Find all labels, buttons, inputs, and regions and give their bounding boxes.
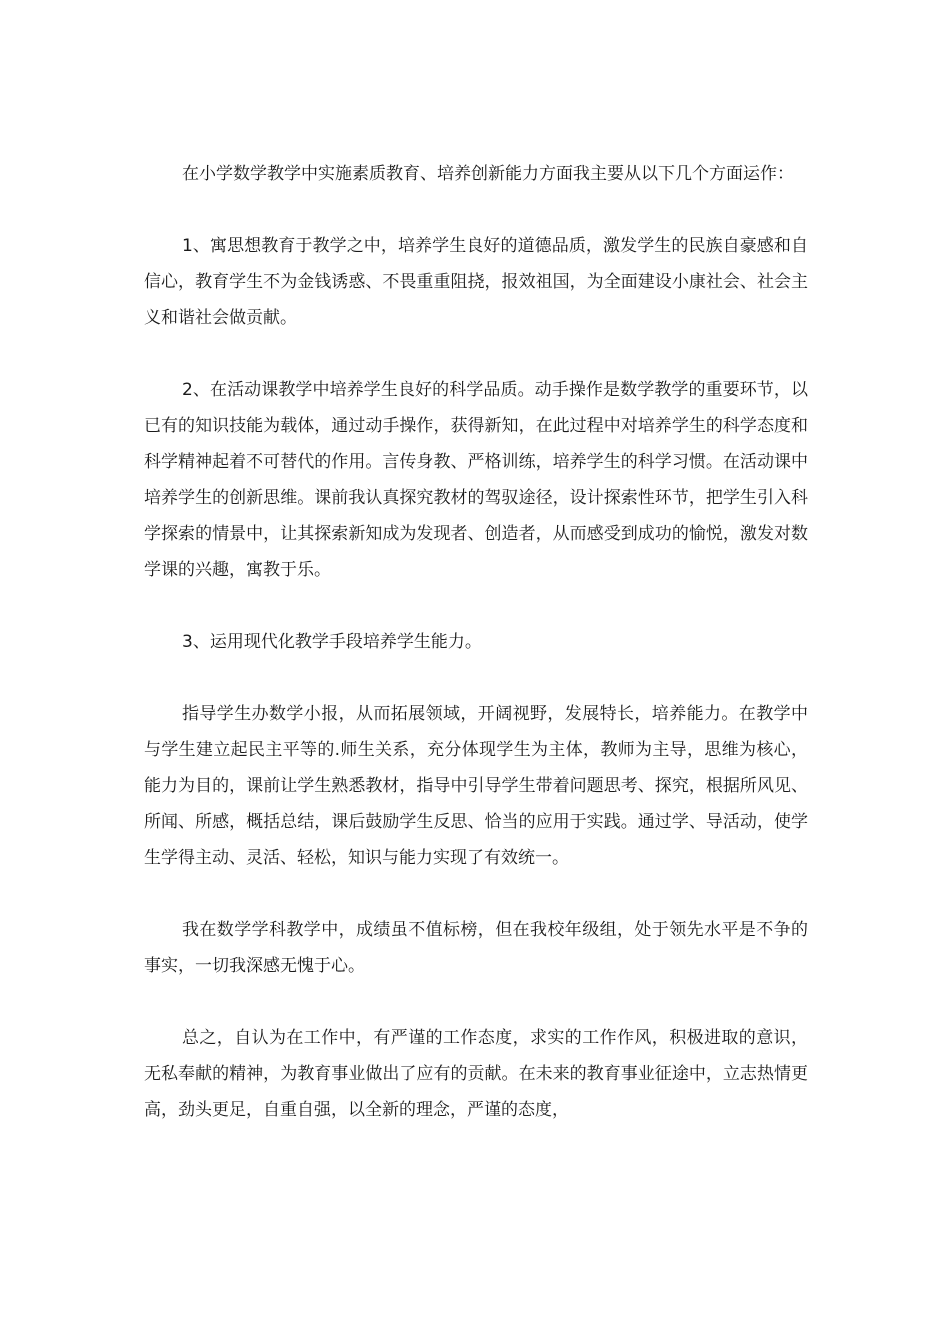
paragraph-point-3: 3、运用现代化教学手段培养学生能力。 [182,632,482,652]
paragraph-point-1: 1、寓思想教育于教学之中，培养学生良好的道德品质，激发学生的民族自豪感和自信心，教育学生不为金钱诱惑、不畏重重阻挠，报效祖国，为全面建设小康社会、社会主义和谐社会做贡献。 [144,236,808,328]
paragraph-point-2: 2、在活动课教学中培养学生良好的科学品质。动手操作是数学教学的重要环节，以已有的知识技能为载体，通过动手操作，获得新知，在此过程中对培养学生的科学态度和科学精神起着不可替代的作用。言传身教、严格训练，培养学生的科学习惯。在活动课中培养学生的创新思维。课前我认真探究教材的驾驭途径，设计探索性环节，把学生引入科学探索的情景中，让其探索新知成为发现者、创造者，从而感受到成功的愉悦，激发对数学课的兴趣，寓教于乐。 [144,380,808,580]
paragraph-summary: 总之，自认为在工作中，有严谨的工作态度，求实的工作作风，积极进取的意识，无私奉献的精神，为教育事业做出了应有的贡献。在未来的教育事业征途中，立志热情更高，劲头更足，自重自强，以全新的理念，严谨的态度， [144,1028,808,1120]
paragraph-intro: 在小学数学教学中实施素质教育、培养创新能力方面我主要从以下几个方面运作： [182,164,794,184]
document-body [144,156,808,1164]
paragraph-achievement: 我在数学学科教学中，成绩虽不值标榜，但在我校年级组，处于领先水平是不争的事实，一切我深感无愧于心。 [144,920,808,976]
paragraph-guidance: 指导学生办数学小报，从而拓展领域，开阔视野，发展特长，培养能力。在教学中与学生建立起民主平等的.师生关系，充分体现学生为主体，教师为主导，思维为核心，能力为目的，课前让学生熟悉教材，指导中引导学生带着问题思考、探究，根据所风见、所闻、所感，概括总结，课后鼓励学生反思、恰当的应用于实践。通过学、导活动，使学生学得主动、灵活、轻松，知识与能力实现了有效统一。 [144,704,808,868]
